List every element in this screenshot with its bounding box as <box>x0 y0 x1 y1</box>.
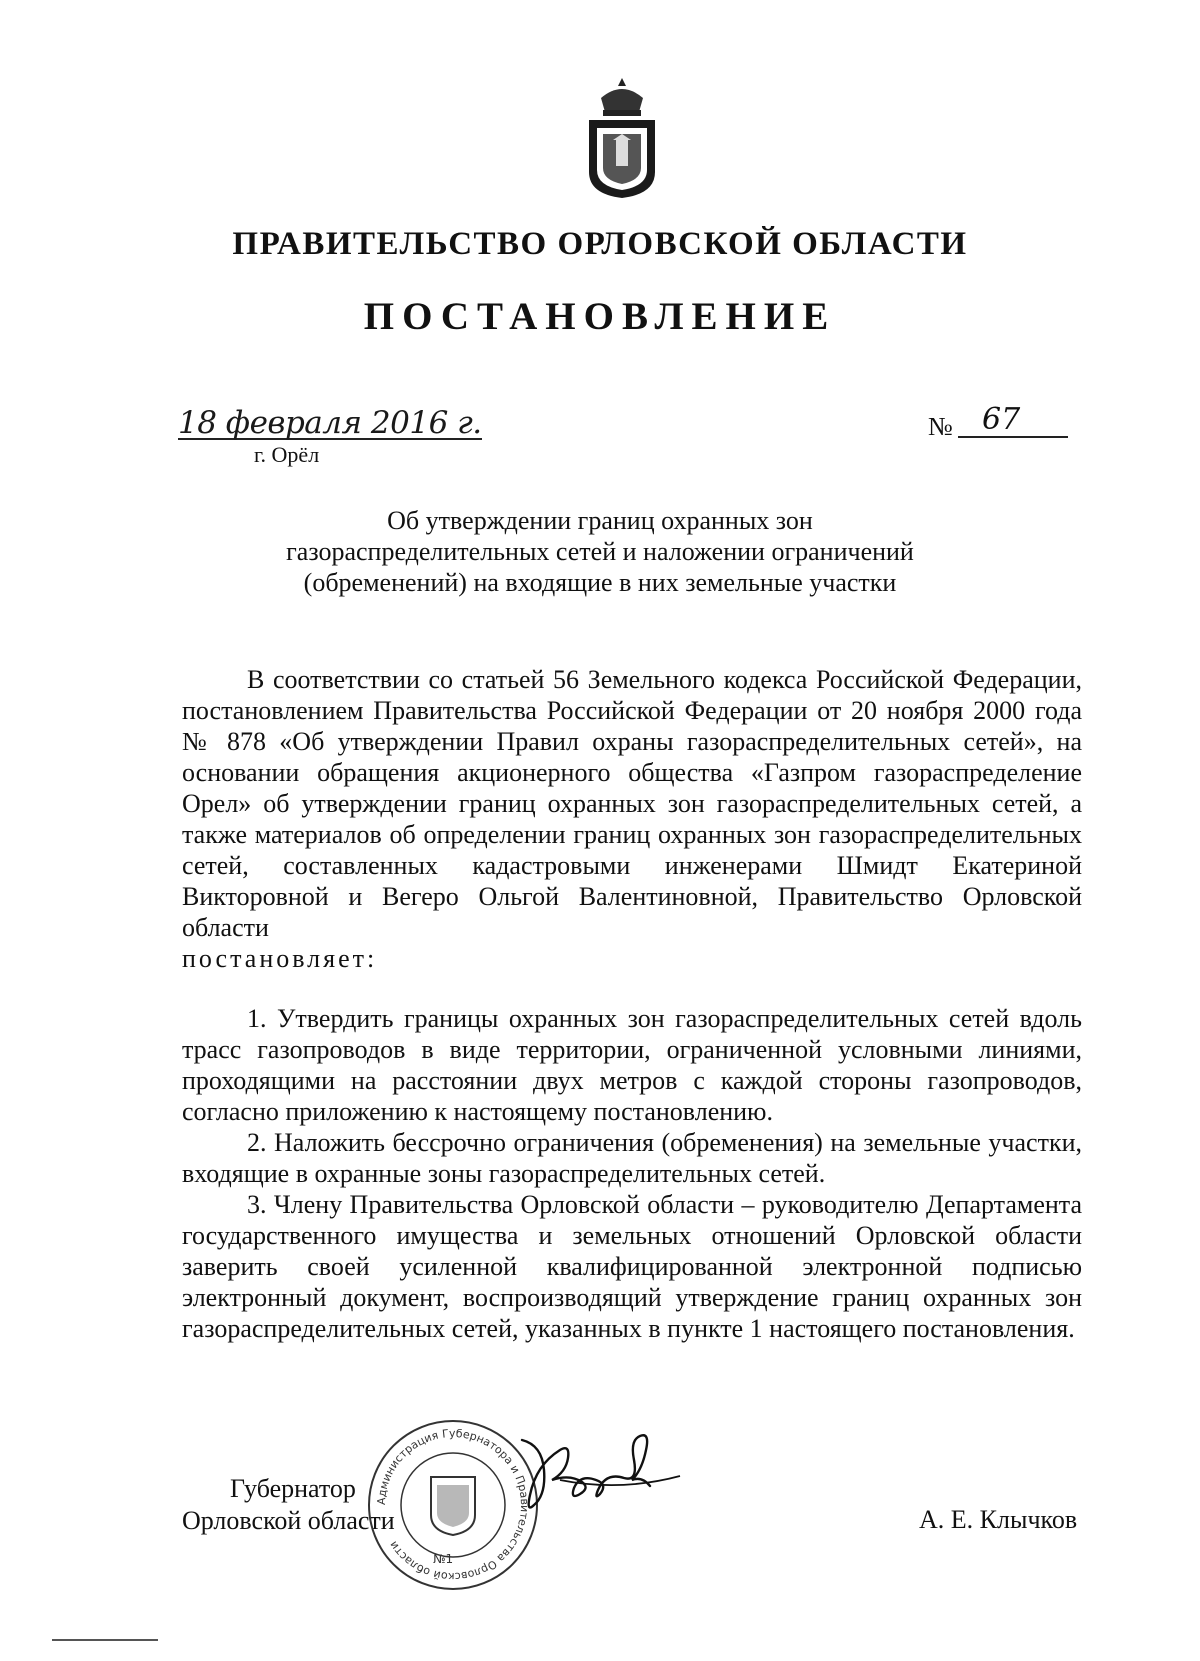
item-paragraph: 1. Утвердить границы охранных зон газораспределительных сетей вдоль трасс газопроводов в виде территории, ограниченной условными линиями, проходящими на расстоянии двух метров с каждой стороны газопроводов, согласно приложению к настоящему постановлению. <box>182 1004 1082 1126</box>
document-type: ПОСТАНОВЛЕНИЕ <box>363 295 837 338</box>
document-body <box>182 664 1082 1344</box>
handwritten-signature <box>520 1430 690 1520</box>
handwritten-date: 18 февраля 2016 г. <box>178 405 482 441</box>
role-line: Орловской области <box>182 1506 395 1535</box>
number-label: № <box>928 412 953 441</box>
signatory-name: А. Е. Клычков <box>919 1505 1078 1534</box>
document-subject <box>240 505 960 598</box>
item-paragraph: 3. Члену Правительства Орловской области – руководителю Департамента государственного имущества и земельных отношений Орловской области заверить своей усиленной квалифицированной электронной подписью электронный документ, воспроизводящий утверждение границ охранных зон газораспределительных сетей, указанных в пункте 1 настоящего постановления. <box>182 1190 1082 1343</box>
seal-number: №1 <box>433 1552 454 1566</box>
official-seal <box>363 1415 543 1595</box>
item-paragraph: 2. Наложить бессрочно ограничения (обременения) на земельные участки, входящие в охранные зоны газораспределительных сетей. <box>182 1128 1082 1188</box>
role-line: Губернатор <box>230 1474 356 1503</box>
city-label: г. Орёл <box>254 442 320 467</box>
seal-text: Администрация Губернатора и Правительства Орловской области <box>374 1426 532 1584</box>
subject-line: (обременений) на входящие в них земельные участки <box>303 568 897 597</box>
subject-line: Об утверждении границ охранных зон <box>387 506 813 535</box>
subject-line: газораспределительных сетей и наложении ограничений <box>286 537 914 566</box>
organization-title: ПРАВИТЕЛЬСТВО ОРЛОВСКОЙ ОБЛАСТИ <box>232 226 968 262</box>
coat-of-arms-emblem <box>583 76 661 200</box>
preamble-paragraph: В соответствии со статьей 56 Земельного кодекса Российской Федерации, постановлением Правительства Российской Федерации от 20 ноября 2000 года № 878 «Об утверждении Правил охраны газораспределительных сетей», на основании обращения акционерного общества «Газпром газораспределение Орел» об утверждении границ охранных зон газораспределительных сетей, а также материалов об определении границ охранных зон газораспределительных сетей, составленных кадастровыми инженерами Шмидт Екатериной Викторовной и Вегеро Ольгой Валентиновной, Правительство Орловской области <box>182 665 1082 942</box>
handwritten-number: 67 <box>958 404 1068 438</box>
resolves-word: постановляет: <box>182 944 378 973</box>
footer-rule <box>52 1639 158 1641</box>
